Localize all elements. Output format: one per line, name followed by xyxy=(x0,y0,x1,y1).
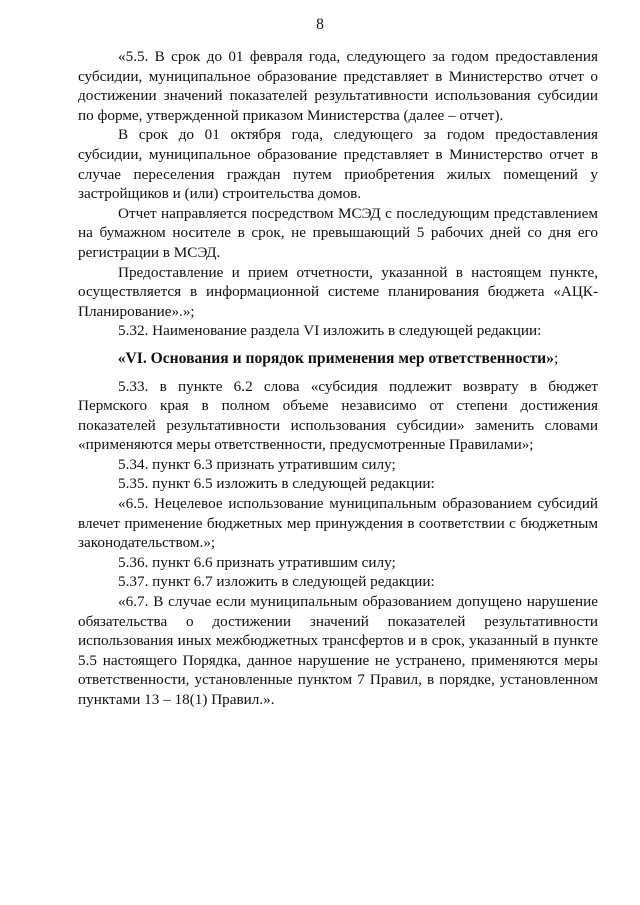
section-heading xyxy=(78,349,598,369)
paragraph-5-36: 5.36. пункт 6.6 признать утратившим силу; xyxy=(118,553,396,571)
paragraph-6-7: «6.7. В случае если муниципальным образованием допущено нарушение обязательства о достижении значений показателей результативности использования иных межбюджетных трансфертов и в срок, указанный в пункте 5.5 настоящего Порядка, данное нарушение не устранено, применяются меры ответственности, установленные пунктом 7 Правил, в порядке, установленном пунктами 13 – 18(1) Правил.». xyxy=(78,593,598,708)
paragraph-5-33: 5.33. в пункте 6.2 слова «субсидия подлежит возврату в бюджет Пермского края в полном объеме независимо от степени достижения показателей результативности использования субсидии» заменить словами «применяются меры ответственности, предусмотренные Правилами»; xyxy=(78,377,598,454)
paragraph-report-msed: Отчет направляется посредством МСЭД с последующим представлением на бумажном носителе в срок, не превышающий 5 рабочих дней со дня его регистрации в МСЭД. xyxy=(78,204,598,261)
section-heading-text: «VI. Основания и порядок применения мер ответственности» xyxy=(117,349,554,367)
paragraph-5-34: 5.34. пункт 6.3 признать утратившим силу; xyxy=(118,455,396,473)
paragraph-5-32: 5.32. Наименование раздела VI изложить в следующей редакции: xyxy=(118,322,542,340)
paragraph-5-5: «5.5. В срок до 01 февраля года, следующего за годом предоставления субсидии, муниципальное образование представляет в Министерство отчет о достижении значений показателей результативности использования субсидии по форме, утвержденной приказом Министерства (далее – отчет). xyxy=(78,48,598,124)
document-body xyxy=(78,47,598,710)
page-number: 8 xyxy=(316,16,324,33)
paragraph-5-35: 5.35. пункт 6.5 изложить в следующей редакции: xyxy=(118,475,435,493)
paragraph-report-october: В срок до 01 октября года, следующего за годом предоставления субсидии, муниципальное образование представляет в Министерство отчет в случае переселения граждан путем приобретения жилых помещений у застройщиков и (или) строительства домов. xyxy=(78,126,598,203)
paragraph-reporting-system: Предоставление и прием отчетности, указанной в настоящем пункте, осуществляется в информационной системе планирования бюджета «АЦК-Планирование».»; xyxy=(78,263,598,320)
paragraph-5-37: 5.37. пункт 6.7 изложить в следующей редакции: xyxy=(118,573,435,591)
section-heading-suffix: ; xyxy=(553,349,559,367)
paragraph-6-5: «6.5. Нецелевое использование муниципальным образованием субсидий влечет применение бюджетных мер принуждения в соответствии с бюджетным законодательством.»; xyxy=(78,495,598,552)
